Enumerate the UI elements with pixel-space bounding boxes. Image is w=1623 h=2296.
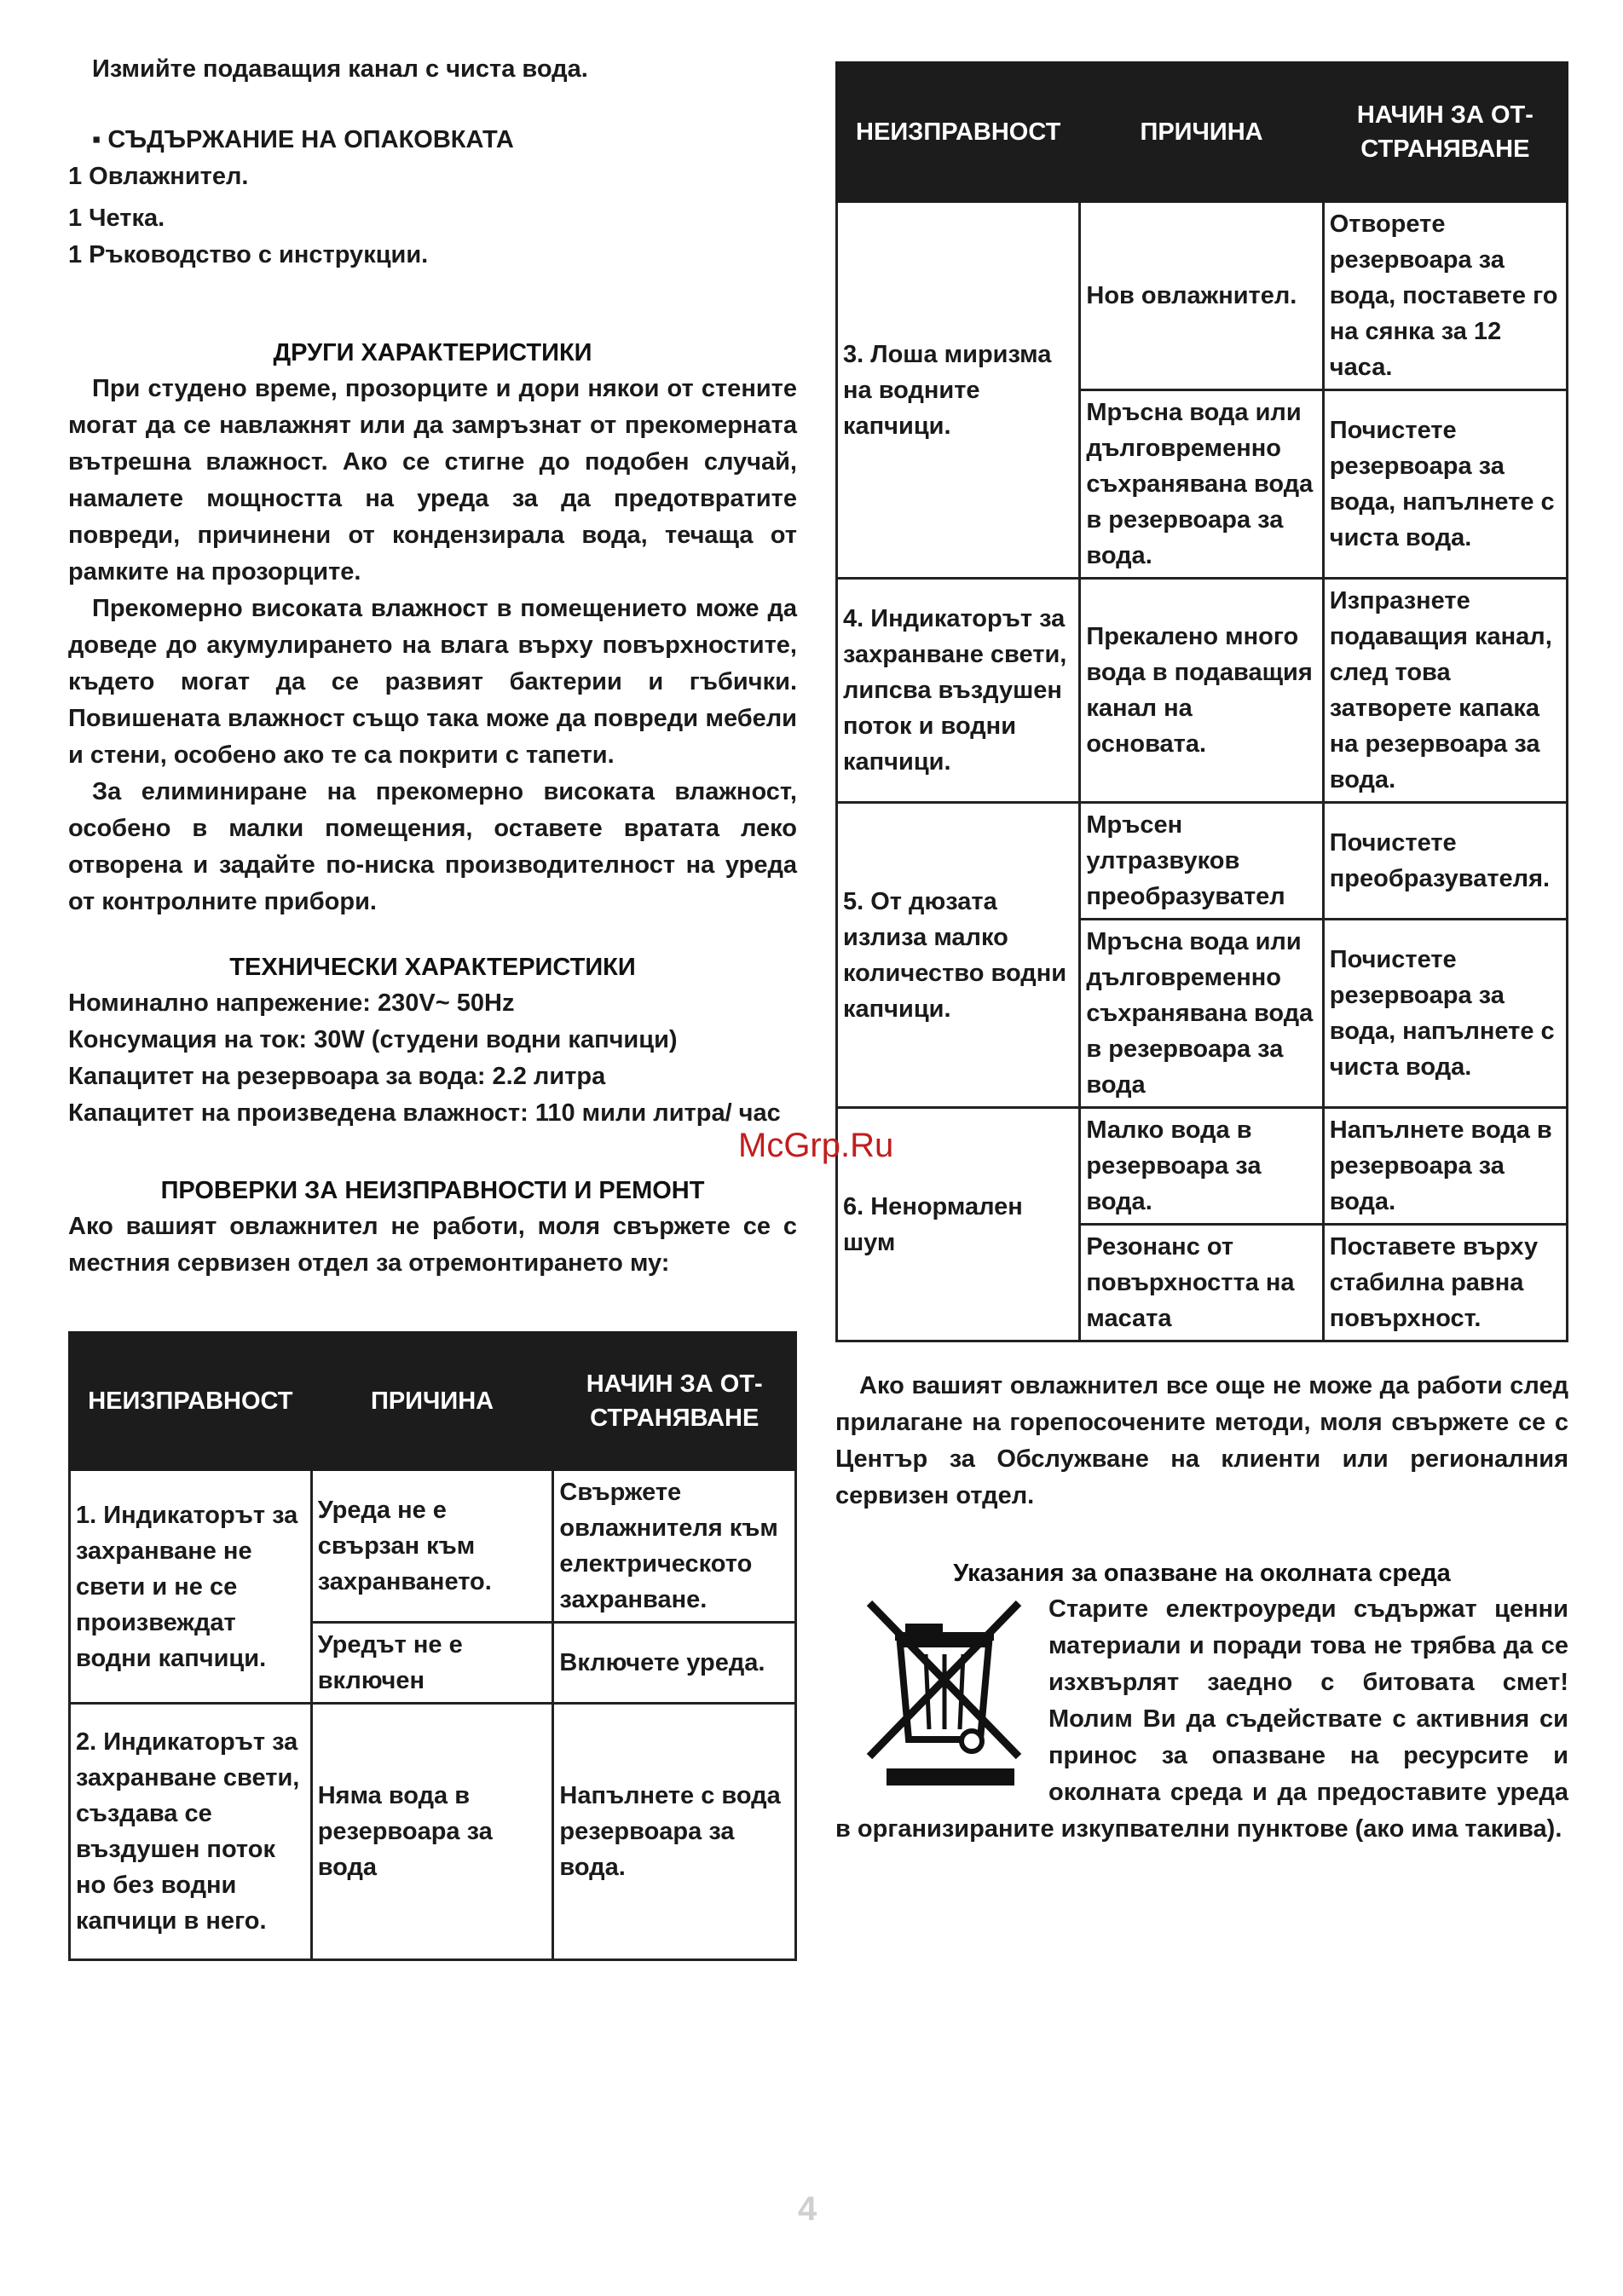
solution-cell: Почистете преобразувателя.: [1323, 803, 1567, 920]
troubleshoot-table-1: [68, 1331, 797, 1961]
solution-cell: Поставете върху стабилна равна повърхност.: [1323, 1225, 1567, 1341]
spec-row: [68, 1059, 797, 1095]
header-solution: НАЧИН ЗА ОТ-СТРАНЯВАНЕ: [553, 1333, 796, 1470]
spec-label: Капацитет на резервоара за вода:: [68, 1063, 493, 1090]
table-row: [837, 579, 1568, 803]
rinse-instruction: Измийте подаващия канал с чиста вода.: [92, 55, 588, 83]
spec-label: Капацитет на произведена влажност:: [68, 1099, 535, 1127]
spec-value: 30W (студени водни капчици): [314, 1026, 678, 1053]
spec-value: 230V~ 50Hz: [378, 989, 515, 1017]
environment-block: [835, 1591, 1568, 1848]
cause-cell: Няма вода в резервоара за вода: [311, 1704, 553, 1960]
other-paragraph: При студено време, прозорците и дори някои от стените могат да се навлажнят или да замръзнат от прекомерната вътрешна влажност. Ако се стигне до подобен случай, намалете мощността на уреда за да предотвратите повреди, причинени от кондензирала вода, течаща от рамките на прозорците.: [68, 375, 797, 586]
spec-value: 110 мили литра/ час: [534, 1099, 781, 1127]
crossed-out-wheelie-bin-icon: [852, 1595, 1031, 1786]
problem-cell: 3. Лоша миризма на водните капчици.: [837, 202, 1080, 579]
problem-cell: 4. Индикаторът за захранване свети, липсва въздушен поток и водни капчици.: [837, 579, 1080, 803]
header-cause: ПРИЧИНА: [311, 1333, 553, 1470]
cause-cell: Уреда не е свързан към захранването.: [311, 1470, 553, 1623]
package-item: 1 Четка.: [68, 205, 165, 232]
problem-cell: 2. Индикаторът за захранване свети, създава се въздушен поток но без водни капчици в него.: [70, 1704, 312, 1960]
problem-cell: 5. От дюзата излиза малко количество водни капчици.: [837, 803, 1080, 1108]
table-row: [837, 1108, 1568, 1225]
watermark: McGrp.Ru: [738, 1127, 894, 1164]
spec-label: Консумация на ток:: [68, 1026, 315, 1053]
spec-value: 2.2 литра: [492, 1063, 606, 1090]
after-troubleshoot-text: Ако вашият овлажнител все още не може да работи след прилагане на горепосочените методи, моля свържете се с Център за Обслужване на клиенти или регионалния сервизен отдел.: [835, 1372, 1568, 1509]
table-row: [70, 1704, 796, 1960]
package-item: 1 Ръководство с инструкции.: [68, 241, 429, 268]
solution-cell: Изпразнете подаващия канал, след това затворете капака на резервоара за вода.: [1323, 579, 1567, 803]
solution-cell: Отворете резервоара за вода, поставете го на сянка за 12 часа.: [1323, 202, 1567, 390]
other-features-heading: ДРУГИ ХАРАКТЕРИСТИКИ: [273, 339, 592, 366]
cause-cell: Малко вода в резервоара за вода.: [1080, 1108, 1323, 1225]
solution-cell: Почистете резервоара за вода, напълнете с чиста вода.: [1323, 920, 1567, 1108]
header-problem: НЕИЗПРАВНОСТ: [70, 1333, 312, 1470]
problem-cell: 6. Ненормален шум: [837, 1108, 1080, 1341]
spec-row: [68, 1022, 797, 1059]
table-row: [837, 202, 1568, 390]
page-number: 4: [798, 2190, 817, 2228]
spec-row: [68, 985, 797, 1022]
solution-cell: Включете уреда.: [553, 1623, 796, 1704]
solution-cell: Напълнете вода в резервоара за вода.: [1323, 1108, 1567, 1225]
header-problem: НЕИЗПРАВНОСТ: [837, 63, 1080, 202]
specs-heading: ТЕХНИЧЕСКИ ХАРАКТЕРИСТИКИ: [229, 954, 636, 981]
cause-cell: Прекалено много вода в подаващия канал на основата.: [1080, 579, 1323, 803]
troubleshoot-intro: Ако вашият овлажнител не работи, моля свържете се с местния сервизен отдел за отремонтирането му:: [68, 1213, 797, 1277]
cause-cell: Нов овлажнител.: [1080, 202, 1323, 390]
problem-cell: 1. Индикаторът за захранване не свети и не се произвеждат водни капчици.: [70, 1470, 312, 1704]
spec-row: [68, 1095, 797, 1132]
package-item: 1 Овлажнител.: [68, 163, 249, 190]
cause-cell: Уредът не е включен: [311, 1623, 553, 1704]
solution-cell: Напълнете с вода резервоара за вода.: [553, 1704, 796, 1960]
environment-heading: Указания за опазване на околната среда: [953, 1560, 1451, 1587]
table-header-row: [837, 63, 1568, 202]
troubleshoot-table-2: [835, 61, 1568, 1342]
left-column: [68, 51, 797, 1961]
cause-cell: Мръсна вода или дълговременно съхранявана вода в резервоара за вода.: [1080, 390, 1323, 579]
spec-label: Номинално напрежение:: [68, 989, 378, 1017]
other-paragraph: За елиминиране на прекомерно високата влажност, особено в малки помещения, оставете вратата леко отворена и задайте по-ниска производителност на уреда от контролните прибори.: [68, 778, 797, 915]
table-header-row: [70, 1333, 796, 1470]
right-column: [835, 61, 1568, 1848]
header-cause: ПРИЧИНА: [1080, 63, 1323, 202]
other-paragraph: Прекомерно високата влажност в помещението може да доведе до акумулирането на влага върху повърхностите, където могат да се развият бактерии и гъбички. Повишената влажност също така може да повреди мебели и стени, особено ако те са покрити с тапети.: [68, 595, 797, 769]
package-heading: ▪ СЪДЪРЖАНИЕ НА ОПАКОВКАТА: [92, 126, 514, 153]
cause-cell: Мръсен ултразвуков преобразувател: [1080, 803, 1323, 920]
solution-cell: Почистете резервоара за вода, напълнете с чиста вода.: [1323, 390, 1567, 579]
troubleshoot-heading: ПРОВЕРКИ ЗА НЕИЗПРАВНОСТИ И РЕМОНТ: [160, 1177, 705, 1204]
table-row: [837, 803, 1568, 920]
environment-text: Старите електроуреди съдържат ценни материали и поради това не трябва да се изхвърлят заедно с битовата смет! Молим Ви да съдействате с активния си принос за опазване на ресурсите и околната среда и да предоставите уреда в организираните изкупвателни пунктове (ако има такива).: [835, 1595, 1568, 1843]
table-row: [70, 1470, 796, 1623]
cause-cell: Мръсна вода или дълговременно съхранявана вода в резервоара за вода: [1080, 920, 1323, 1108]
solution-cell: Свържете овлажнителя към електрическото захранване.: [553, 1470, 796, 1623]
cause-cell: Резонанс от повърхността на масата: [1080, 1225, 1323, 1341]
header-solution: НАЧИН ЗА ОТ-СТРАНЯВАНЕ: [1323, 63, 1567, 202]
